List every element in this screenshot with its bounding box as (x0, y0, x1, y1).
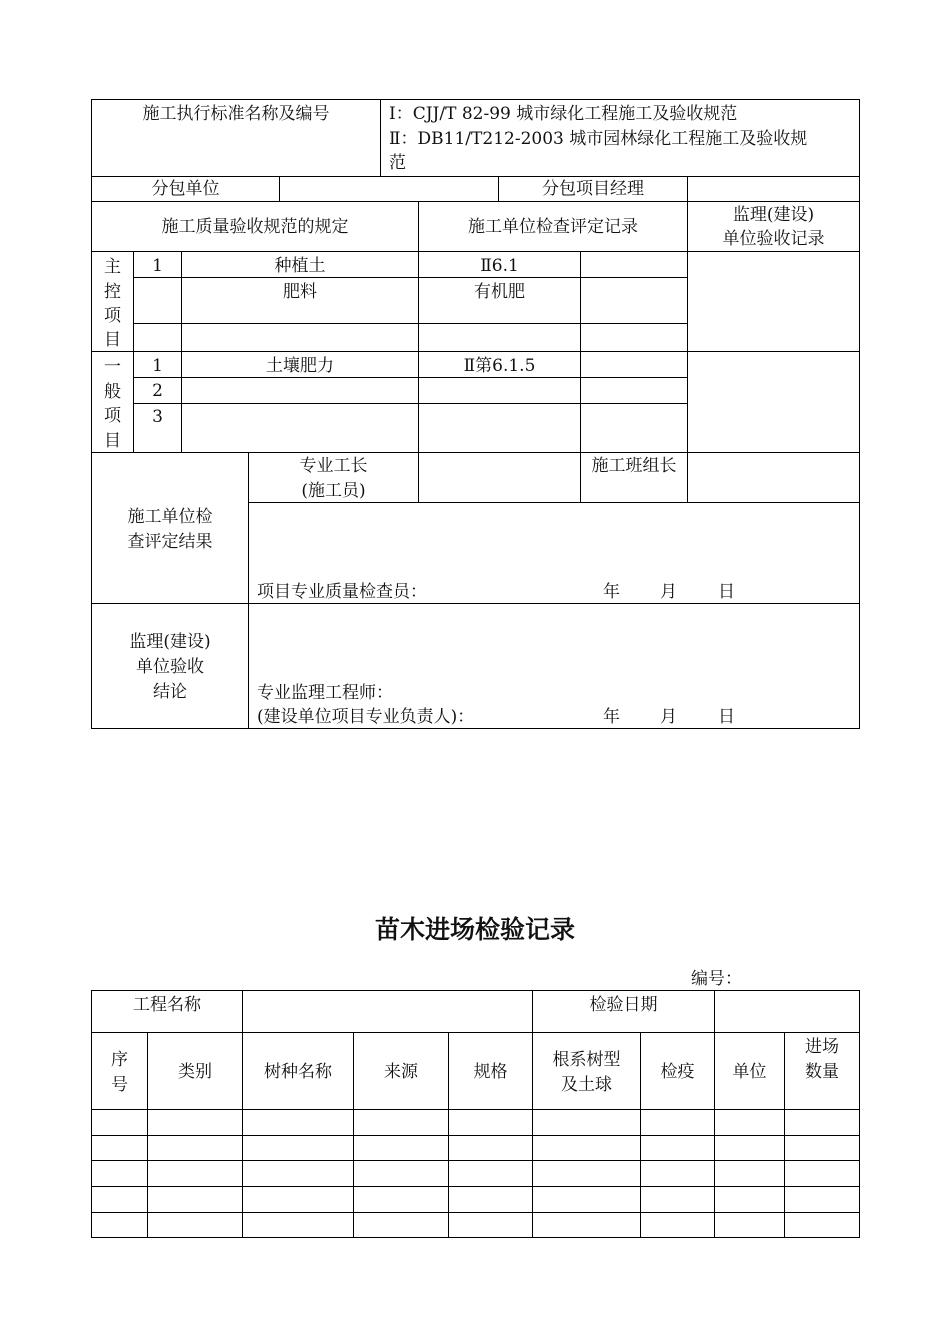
main-row-item: 种植土 (274, 256, 326, 276)
main-group-char: 主 (104, 257, 121, 277)
main-row-no: 1 (152, 256, 163, 276)
form2-title: 苗木进场检验记录 (374, 915, 575, 944)
header-supervision-2: 单位验收记录 (722, 229, 825, 249)
main-row-ref: Ⅱ6.1 (480, 256, 519, 276)
col-seq-2: 号 (111, 1075, 128, 1095)
month-label: 月 (660, 582, 677, 602)
main-group-char: 控 (104, 282, 121, 302)
col-root-1: 根系树型 (552, 1050, 621, 1070)
main-group-char: 目 (104, 330, 121, 350)
sub-pm-label: 分包项目经理 (542, 179, 644, 199)
month-label: 月 (660, 707, 677, 727)
standard-line-2: Ⅱ：DB11/T212-2003 城市园林绿化工程施工及验收规 (389, 129, 808, 149)
owner-representative-label: (建设单位项目专业负责人)： (257, 707, 475, 727)
foreman-label-1: 专业工长 (299, 456, 368, 476)
general-row-item: 土壤肥力 (266, 356, 334, 376)
foreman-label-2: (施工员) (301, 481, 366, 501)
team-leader-label: 施工班组长 (591, 456, 677, 476)
col-quarantine: 检疫 (660, 1062, 695, 1082)
main-row-ref: 有机肥 (474, 282, 525, 302)
col-root-2: 及土球 (561, 1075, 612, 1095)
year-label: 年 (603, 707, 620, 727)
general-row-no: 2 (152, 381, 163, 401)
col-source: 来源 (384, 1062, 418, 1082)
standard-label: 施工执行标准名称及编号 (142, 104, 330, 124)
subcontractor-label: 分包单位 (151, 179, 220, 199)
inspection-date-label: 检验日期 (589, 995, 658, 1015)
conclusion-label-2: 单位验收 (136, 657, 204, 677)
result-label-1: 施工单位检 (127, 507, 213, 527)
col-unit: 单位 (732, 1062, 767, 1082)
col-seq-1: 序 (111, 1050, 128, 1070)
col-qty-2: 数量 (805, 1062, 839, 1082)
standard-line-1: Ⅰ：CJJ/T 82-99 城市绿化工程施工及验收规范 (389, 104, 738, 124)
col-qty-1: 进场 (805, 1037, 839, 1057)
day-label: 日 (718, 707, 735, 727)
general-group-char: 目 (104, 431, 121, 451)
number-label: 编号： (691, 969, 742, 989)
general-group-char: 一 (104, 357, 121, 377)
general-row-no: 3 (152, 407, 163, 427)
project-name-label: 工程名称 (133, 995, 201, 1015)
main-group-char: 项 (104, 306, 121, 326)
general-row-no: 1 (152, 356, 163, 376)
day-label: 日 (718, 582, 735, 602)
general-group-char: 般 (104, 382, 121, 402)
general-row-ref: Ⅱ第6.1.5 (463, 356, 536, 376)
quality-inspector-label: 项目专业质量检查员： (257, 582, 427, 602)
header-spec: 施工质量验收规范的规定 (161, 217, 349, 237)
standard-line-3: 范 (389, 153, 406, 173)
year-label: 年 (603, 582, 620, 602)
col-species: 树种名称 (264, 1062, 332, 1082)
col-category: 类别 (178, 1062, 212, 1082)
header-supervision-1: 监理(建设) (732, 205, 815, 225)
result-label-2: 查评定结果 (127, 532, 213, 552)
header-record: 施工单位检查评定记录 (468, 217, 638, 237)
general-group-char: 项 (104, 406, 121, 426)
conclusion-label-1: 监理(建设) (129, 632, 211, 652)
supervision-engineer-label: 专业监理工程师： (257, 683, 393, 703)
col-spec: 规格 (473, 1062, 508, 1082)
conclusion-label-3: 结论 (153, 682, 187, 702)
main-row-item: 肥料 (283, 282, 317, 302)
